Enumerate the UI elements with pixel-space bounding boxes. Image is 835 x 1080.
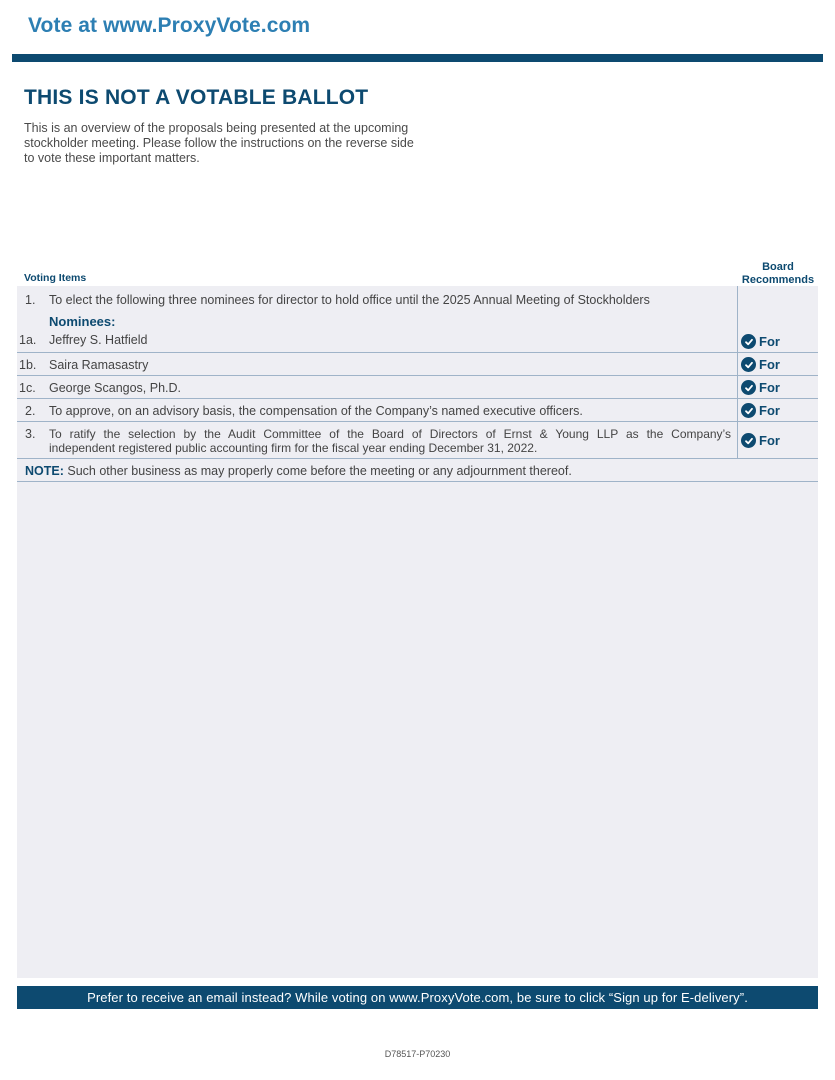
voting-items-table	[17, 286, 818, 978]
proposal-3-recommendation	[741, 433, 780, 448]
note-label: NOTE:	[25, 464, 64, 478]
board-header-line2: Recommends	[741, 273, 815, 286]
row-divider	[17, 481, 818, 482]
check-circle-icon	[741, 357, 756, 372]
note-text	[25, 464, 572, 478]
proposal-2-number: 2.	[25, 404, 36, 418]
board-recommends-header	[734, 261, 822, 286]
recommend-for-label: For	[759, 433, 780, 448]
nominee-1a-name: Jeffrey S. Hatfield	[49, 333, 148, 347]
recommend-for-label: For	[759, 403, 780, 418]
row-divider	[17, 375, 818, 376]
proposal-1-number: 1.	[25, 293, 36, 307]
check-circle-icon	[741, 433, 756, 448]
proposal-2-text: To approve, on an advisory basis, the compensation of the Company’s named executive officers.	[49, 404, 583, 418]
nominee-1b-recommendation	[741, 357, 780, 372]
check-circle-icon	[741, 334, 756, 349]
board-header-line1: Board	[762, 261, 794, 273]
row-divider	[17, 421, 818, 422]
proposal-3-text	[49, 427, 731, 455]
proxyvote-url[interactable]: Vote at www.ProxyVote.com	[28, 14, 311, 37]
edelivery-banner: Prefer to receive an email instead? While voting on www.ProxyVote.com, be sure to click “Sign up for E-delivery”.	[17, 986, 818, 1009]
nominee-1c-number: 1c.	[19, 381, 36, 395]
check-circle-icon	[741, 403, 756, 418]
proposal-3-number: 3.	[25, 427, 36, 441]
recommend-for-label: For	[759, 380, 780, 395]
recommend-for-label: For	[759, 357, 780, 372]
header-divider	[12, 54, 823, 62]
nominee-1a-number: 1a.	[19, 333, 37, 347]
nominee-1b-number: 1b.	[19, 358, 37, 372]
row-divider	[17, 352, 818, 353]
not-votable-headline: THIS IS NOT A VOTABLE BALLOT	[24, 86, 369, 109]
nominees-label: Nominees:	[49, 314, 116, 329]
nominee-1c-recommendation	[741, 380, 780, 395]
row-divider	[17, 458, 818, 459]
recommend-for-label: For	[759, 334, 780, 349]
proposal-1-text: To elect the following three nominees for director to hold office until the 2025 Annual Meeting of Stockholders	[49, 293, 650, 307]
check-circle-icon	[741, 380, 756, 395]
note-body: Such other business as may properly come before the meeting or any adjournment thereof.	[63, 464, 572, 478]
proposal-3-line1: To ratify the selection by the Audit Committee of the Board of Directors of Ernst & Young LLP as the Company’s	[49, 427, 731, 441]
proposal-2-recommendation	[741, 403, 780, 418]
document-code: D78517-P70230	[384, 1049, 451, 1059]
intro-text: This is an overview of the proposals being presented at the upcoming stockholder meeting. Please follow the instructions on the reverse side to vote these important matters.	[24, 121, 414, 165]
nominee-1c-name: George Scangos, Ph.D.	[49, 381, 182, 395]
voting-items-header: Voting Items	[24, 272, 87, 284]
row-divider	[17, 398, 818, 399]
proposal-3-line2: independent registered public accounting firm for the fiscal year ending December 31, 2022.	[49, 441, 538, 455]
nominee-1b-name: Saira Ramasastry	[49, 358, 149, 372]
nominee-1a-recommendation	[741, 334, 780, 349]
recommend-column-divider	[737, 286, 738, 458]
